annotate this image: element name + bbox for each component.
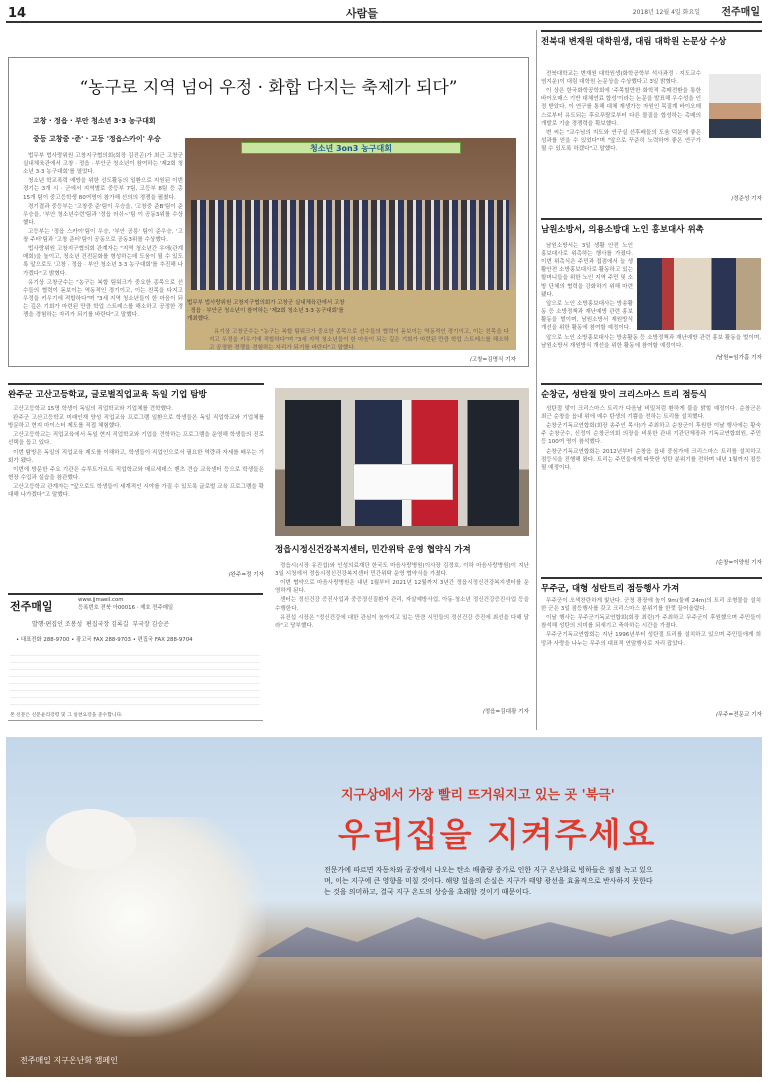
article-byline: /무주=전문교 기자: [715, 712, 762, 718]
article-body: 성탄절 맞이 크리스마스 트리가 다음날 비밀처럼 환하게 불을 밝힐 예정이다. 순창군은 최근 순창을 읍내 위에 예수 탄생의 기쁨을 전하는 트리를 설치했다. 순창군기독교연합회(회장 송주인 목사)가 주최하고 순창군이 후원한 이날 행사에는 황숙주 순창군수, 신정이 순창군의회 의장을 비롯한 관내 기관단체장과 기독교연합회원, 주민 등 100여 명이 참석했다. 순창군기독교연합회는 2012년부터 순창읍 읍내 중심가에 크리스마스 트리를 설치하고 점등식을 진행해 왔다. 트리는 주민들에게 따뜻한 성탄 분위기를 전하며 내년 1월까지 점등될 예정이다.: [541, 406, 761, 471]
photo-documents: [353, 464, 453, 500]
masthead-phones: • 대표전화 288-9700 • 광고국 FAX 288-9703 • 편집국 FAX 288-9704: [16, 637, 193, 643]
lead-photo-caption: 법무부 법사랑위원 고창지구협의회가 고창군 실내체육관에서 고창 · 정읍 · 부안군 청소년이 참여하는 '제2회 청소년 3·3 농구대회'를 개최했다.: [187, 300, 345, 322]
article-body: 정읍시(시장 유진섭)와 인성의료재단 한국도 마음사랑병원(이사장 김정호, 이하 마음사랑병원)이 지난 3일 시청에서 정읍시정신건강복지센터 민간위탁 운영 협약식을 가졌다. 이번 협약으로 마음사랑병원은 내년 1월부터 2021년 12월까지 3년간 정읍시정신건강복지센터를 운영하게 된다. 센터는 정신건강 증진사업과 중증정신질환자 관리, 자살예방사업, 아동·청소년 정신건강증진사업 등을 수행한다. 유진섭 시장은 "정신건강에 대한 관심이 높아지고 있는 만큼 시민들의 정신건강 증진에 최선을 다해 달라"고 당부했다.: [275, 563, 529, 629]
article-body: 무주군이 오색찬란하게 빛난다. 군청 광장에 높이 9m(둘레 24m)의 트리 조형물을 설치한 군은 3일 점등행사를 갖고 크리스마스 분위기를 한껏 끌어올렸다. 이날 행사는 무주군기독교연합회(회장 최린)가 주최하고 무주군이 후원했으며 주민들이 참석해 성탄의 의미를 되새기고 축하하는 시간을 가졌다. 무주군기독교연합회는 지난 1996년부터 성탄절 트리를 설치하고 있으며 주민들에게 희망과 사랑을 나누는 무주의 대표적 연말행사로 자리 잡았다.: [541, 598, 761, 647]
photo-people: [285, 400, 519, 526]
article-body: 전북대학교는 변재원 대학원생(화학공학부 석사과정 · 지도교수 염지운)이 대림 대학원 논문상을 수상했다고 3일 밝혔다. 이 상은 한국화학공학회에 '주목할만한 화학적 촉매전환을 통한 바이오매스 기반 대체연료 합성'이라는 논문을 발표해 우수성을 인정 받았다. 이 연구를 통해 대체 재생가능 자원인 목질계 바이오매스로부터 유도되는 후르푸랄로부터 다른 물질을 합성하는 촉매의 개발로 기술 경쟁력을 확보했다. 변 씨는 "교수님의 지도와 연구실 선후배들의 도움 덕분에 좋은 성과를 얻을 수 있었다"며 "앞으로 꾸준히 노력하여 좋은 연구가 될 수 있도록 하겠다"고 말했다.: [541, 71, 701, 152]
climate-campaign-ad: [6, 737, 762, 1077]
article-headline: 남원소방서, 의용소방대 노인 홍보대사 위촉: [541, 218, 762, 236]
lead-byline: /고창=김명식 기자: [469, 357, 516, 363]
honorary-ambassador-photo: [637, 258, 761, 330]
article-byline: /순창=이양원 기자: [715, 560, 762, 566]
masthead-directory: [10, 649, 260, 709]
article-headline: 무주군, 대형 성탄트리 점등행사 가져: [541, 577, 762, 595]
ad-mountains: [256, 907, 762, 957]
masthead-url: www.jjmaeil.com: [78, 597, 124, 603]
article-body-cont: 앞으로 노인 소방홍보대사는 방송활동 등 소방정책과 재난예방 관련 홍보 활동을 벌이며, 남원소방서 재원방식 개선을 위한 활동에 참여할 예정이다.: [541, 335, 761, 350]
photo-banner: 청소년 3on3 농구대회: [241, 142, 461, 154]
article-body: 고산고등학교 15명 학생이 독일의 직업학교와 기업체를 견학했다. 완주군 고산고등학교 미래인재 양성 직업교육 프로그램 일환으로 학생들은 독일 직업학교와 기업체를 방문하고 현지 마이스터 제도를 직접 체험했다. 고산고등학교는 직업교육에서 독일 현지 직업학교와 기업을 견학하는 프로그램을 운영해 학생들의 진로 선택을 돕고 있다. 이번 탐방은 독일의 직업교육 제도를 이해하고, 학생들이 직업인으로서 필요한 역량과 자세를 배우는 기회가 됐다. 이번에 방문한 주요 기관은 슈투트가르트 직업학교와 메르세데스 벤츠 견습 교육센터 등으로 학생들은 현장 수업과 실습을 참관했다. 고산고등학교 관계자는 "앞으로도 학생들이 세계적인 시야를 가질 수 있도록 글로벌 교육 프로그램을 확대해 나가겠다"고 말했다.: [8, 406, 264, 499]
masthead-note: 본 신문은 신문윤리강령 및 그 실천요강을 준수합니다.: [10, 713, 123, 718]
ad-headline: 우리집을 지켜주세요: [338, 815, 657, 854]
ad-subheadline: 지구상에서 가장 빨리 뜨거워지고 있는 곳 '북극': [341, 788, 615, 803]
ad-body: 전문가에 따르면 자동차와 공장에서 나오는 탄소 배출량 증가로 인한 지구 온난화로 빙하들은 점점 녹고 있으며, 이는 지구에 큰 영향을 미칠 것이다. 해양 얼음의 손실은 지구가 태양 광선을 효율적으로 반사하지 못한다는 것을 의미하고, 결국 지구 온도의 상승을 초래할 것이기 때문이다.: [324, 866, 653, 896]
article-muju-tree: [541, 577, 762, 723]
paper-logo: 전주매일: [721, 7, 760, 18]
ad-logo: 전주매일 지구온난화 캠페인: [20, 1056, 118, 1065]
polar-bear-head: [46, 809, 136, 869]
article-jeongeup-center: [275, 540, 529, 720]
lead-subtitle-2: 중등 고창중 ·준' · 고등 '정읍스카이' 우승: [33, 135, 161, 143]
article-body: 남원소방서는 3일 생활 안전 노인 홍보대사로 위촉하는 행사를 가졌다. 이번 위촉식은 주민과 접점에서 늘 생활안전 소방홍보대사로 활동하고 있는 할머니들을 위한 노인 지역 주민 및 소방 단체의 협력을 강화하기 위해 마련됐다. 앞으로 노인 소방홍보대사는 방송활동 등 소방정책과 재난예방 관련 홍보 활동을 벌이며, 남원소방서 재원방식 개선을 위한 활동에 참여할 예정이다.: [541, 243, 633, 332]
agreement-ceremony-photo: [275, 388, 529, 536]
lead-body-col3: 유기상 고창군수는 "농구는 복합 팀워크가 중요한 종목으로 선수들의 협력이 돋보이는 역동적인 경기이고, 이는 친목을 다지고 우정을 키우기에 적합하다"며 "3세 지역 청소년들이 한 마음이 되는 깊은 기회가 마련된 만큼 학업 스트레스를 해소하고 공정한 경쟁을 경험하는 자리가 되기를 바란다"고 말했다.: [209, 329, 509, 352]
article-gosan-germany: [8, 383, 264, 583]
column-divider: [536, 30, 537, 730]
masthead-info: 등록번호 전북 아00016 · 제호 전주매일: [78, 605, 174, 611]
section-title: 사람들: [346, 7, 378, 20]
article-byline: /정준성 기자: [731, 196, 762, 202]
article-headline: 정읍시정신건강복지센터, 민간위탁 운영 협약식 가져: [275, 545, 471, 555]
article-byline: /완주=정 기자: [228, 572, 264, 578]
article-byline: /정읍=김대광 기자: [482, 709, 529, 715]
masthead-name: 전주매일: [10, 600, 53, 613]
article-headline: 전북대 변재원 대학원생, 대림 대학원 논문상 수상: [541, 30, 762, 48]
masthead-publisher: 발행·편집인 조봉성: [32, 621, 83, 628]
masthead: [8, 593, 263, 721]
lead-body-col1: 법무부 법사랑위원 고창지구협의회(회장 김진곤)가 최근 고창군 실내체육관에서 고창 · 정읍 · 부안군 청소년이 참여하는 '제2회 청소년 3·3 농구대회'를 열었다. 청소년 학교폭력 예방을 위한 선도활동의 일환으로 지원된 이번 경기는 3개 시 · 군에서 지역별로 중등부 7팀, 고등부 8팀 등 총 15개 팀이 중고등학생 80여명이 참가해 선의의 경쟁을 펼쳤다. 경기결과 중등부는 '고창중 준'팀이 우승을, '고창중 준B'팀이 준우승을, '부안 청소년수련'팀과 '정읍 러쉬~'팀 이 공동3위를 수상했다. 고등부는 '정읍 스카이'팀이 우승, '부안 공릉' 팀이 준우승, '고창 주터'팀과 '고창 준터'팀이 공동으로 공동3위를 수상했다. 법사랑위원 고창지구협의회 관계자는 "지역 청소년간 우애(관계 매회)을 높이고, 청소년 건전문화를 형성하는데 도움이 될 수 있도록 앞으로도 '고창 · 정읍 · 부안 청소년 3·3 농구대회'를 추진해 나가겠다"고 밝혔다. 유기상 고창군수는 "농구는 복합 팀워크가 중요한 종목으로 선수들의 협력이 돋보이는 역동적인 경기이고, 이는 친목을 다지고 우정을 키우기에 적합하다"며 "3세 지역 청소년들이 한 마음이 되는 깊은 기회가 마련된 만큼 학업 스트레스를 해소하고 공정한 경쟁을 경험하는 자리가 되기를 바란다"고 말했다.: [23, 153, 183, 319]
photo-crowd: [191, 200, 509, 290]
article-jbnu-award: [541, 30, 762, 208]
lead-title: “농구로 지역 넘어 우정 · 화합 다지는 축제가 되다”: [79, 78, 458, 98]
lead-article: [8, 57, 529, 367]
lead-subtitle-1: 고창 · 정읍 · 부안 청소년 3·3 농구대회: [33, 117, 156, 125]
page-number: 14: [8, 6, 27, 21]
issue-date: 2018년 12월 4일 화요일: [632, 9, 700, 16]
article-headline: 순창군, 성탄절 맞이 크리스마스 트리 점등식: [541, 383, 762, 401]
article-headline: 완주군 고산고등학교, 글로벌직업교육 독일 기업 탐방: [8, 383, 264, 401]
article-namwon-fire: [541, 218, 762, 364]
masthead-director: 부국장 김승곤: [132, 621, 170, 628]
masthead-editor: 편집국장 김록길: [86, 621, 129, 628]
page-header: [6, 3, 762, 23]
article-sunchang-tree: [541, 383, 762, 571]
portrait-photo: [709, 74, 761, 138]
article-byline: /남원=임가흠 기자: [715, 355, 762, 361]
